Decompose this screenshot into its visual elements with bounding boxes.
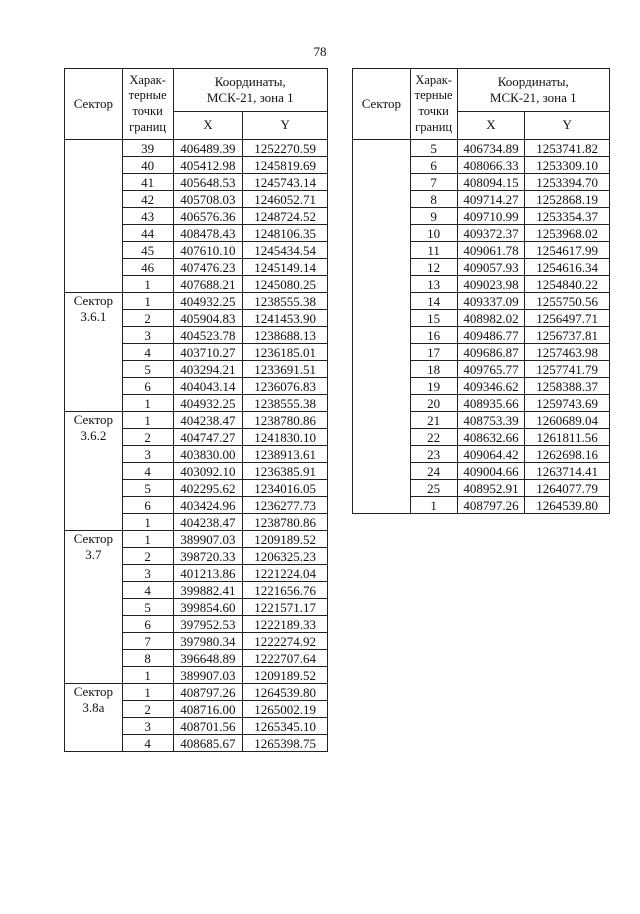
x-header: X <box>457 112 525 140</box>
x-coordinate-cell: 409004.66 <box>457 463 525 480</box>
y-coordinate-cell: 1245743.14 <box>243 174 328 191</box>
y-coordinate-cell: 1234016.05 <box>243 480 328 497</box>
y-coordinate-cell: 1245819.69 <box>243 157 328 174</box>
sector-name-line: Сектор <box>73 293 113 308</box>
points-header-line: Харак- <box>415 72 452 87</box>
point-cell: 1 <box>122 531 173 548</box>
y-coordinate-cell: 1238555.38 <box>243 293 328 310</box>
x-coordinate-cell: 389907.03 <box>173 531 243 548</box>
x-coordinate-cell: 397980.34 <box>173 633 243 650</box>
x-coordinate-cell: 408935.66 <box>457 395 525 412</box>
x-coordinate-cell: 409346.62 <box>457 378 525 395</box>
point-cell: 2 <box>122 310 173 327</box>
x-coordinate-cell: 407610.10 <box>173 242 243 259</box>
points-header <box>122 69 173 140</box>
x-coordinate-cell: 409372.37 <box>457 225 525 242</box>
y-coordinate-cell: 1241830.10 <box>243 429 328 446</box>
y-coordinate-cell: 1265002.19 <box>243 701 328 718</box>
point-cell: 40 <box>122 157 173 174</box>
y-coordinate-cell: 1252868.19 <box>525 191 610 208</box>
x-coordinate-cell: 409686.87 <box>457 344 525 361</box>
x-coordinate-cell: 408478.43 <box>173 225 243 242</box>
y-header: Y <box>243 112 328 140</box>
x-header: X <box>173 112 243 140</box>
x-coordinate-cell: 402295.62 <box>173 480 243 497</box>
point-cell: 6 <box>122 497 173 514</box>
x-coordinate-cell: 408716.00 <box>173 701 243 718</box>
x-coordinate-cell: 404932.25 <box>173 395 243 412</box>
x-coordinate-cell: 409064.42 <box>457 446 525 463</box>
y-coordinate-cell: 1256497.71 <box>525 310 610 327</box>
coordinates-header-line1: Координаты, <box>214 73 286 89</box>
sector-cell <box>65 293 123 412</box>
y-coordinate-cell: 1254617.99 <box>525 242 610 259</box>
point-cell: 10 <box>410 225 457 242</box>
x-coordinate-cell: 409710.99 <box>457 208 525 225</box>
coordinates-header-line2: МСК-21, зона 1 <box>206 90 294 105</box>
point-cell: 21 <box>410 412 457 429</box>
x-coordinate-cell: 408753.39 <box>457 412 525 429</box>
point-cell: 42 <box>122 191 173 208</box>
x-coordinate-cell: 398720.33 <box>173 548 243 565</box>
table-header <box>353 69 610 140</box>
y-coordinate-cell: 1221571.17 <box>243 599 328 616</box>
x-coordinate-cell: 404238.47 <box>173 412 243 429</box>
x-coordinate-cell: 404238.47 <box>173 514 243 531</box>
y-coordinate-cell: 1221656.76 <box>243 582 328 599</box>
points-header-line: границ <box>129 119 167 134</box>
point-cell: 18 <box>410 361 457 378</box>
x-coordinate-cell: 404747.27 <box>173 429 243 446</box>
y-coordinate-cell: 1254840.22 <box>525 276 610 293</box>
table-row <box>65 412 328 429</box>
sector-cell <box>65 412 123 531</box>
point-cell: 5 <box>122 361 173 378</box>
points-header-line: точки <box>132 104 163 118</box>
point-cell: 2 <box>122 548 173 565</box>
sector-name-line: Сектор <box>73 531 113 546</box>
x-coordinate-cell: 408797.26 <box>173 684 243 701</box>
x-coordinate-cell: 408952.91 <box>457 480 525 497</box>
points-header-line: границ <box>415 119 453 134</box>
y-coordinate-cell: 1238913.61 <box>243 446 328 463</box>
point-cell: 22 <box>410 429 457 446</box>
point-cell: 25 <box>410 480 457 497</box>
point-cell: 3 <box>122 327 173 344</box>
page-number: 78 <box>313 44 327 59</box>
point-cell: 17 <box>410 344 457 361</box>
x-coordinate-cell: 409714.27 <box>457 191 525 208</box>
point-cell: 4 <box>122 463 173 480</box>
point-cell: 1 <box>122 276 173 293</box>
y-coordinate-cell: 1241453.90 <box>243 310 328 327</box>
point-cell: 5 <box>122 480 173 497</box>
x-coordinate-cell: 401213.86 <box>173 565 243 582</box>
point-cell: 7 <box>122 633 173 650</box>
point-cell: 4 <box>122 344 173 361</box>
x-coordinate-cell: 409765.77 <box>457 361 525 378</box>
sector-header: Сектор <box>65 69 123 140</box>
y-coordinate-cell: 1245149.14 <box>243 259 328 276</box>
x-coordinate-cell: 409057.93 <box>457 259 525 276</box>
y-coordinate-cell: 1254616.34 <box>525 259 610 276</box>
y-coordinate-cell: 1222707.64 <box>243 650 328 667</box>
point-cell: 11 <box>410 242 457 259</box>
point-cell: 46 <box>122 259 173 276</box>
x-coordinate-cell: 408797.26 <box>457 497 525 514</box>
points-header-line: Харак- <box>129 72 166 87</box>
x-coordinate-cell: 403710.27 <box>173 344 243 361</box>
table-row <box>65 293 328 310</box>
point-cell: 1 <box>122 667 173 684</box>
y-coordinate-cell: 1256737.81 <box>525 327 610 344</box>
y-coordinate-cell: 1238555.38 <box>243 395 328 412</box>
y-coordinate-cell: 1253394.70 <box>525 174 610 191</box>
y-coordinate-cell: 1233691.51 <box>243 361 328 378</box>
y-coordinate-cell: 1263714.41 <box>525 463 610 480</box>
y-coordinate-cell: 1253354.37 <box>525 208 610 225</box>
point-cell: 9 <box>410 208 457 225</box>
y-coordinate-cell: 1236277.73 <box>243 497 328 514</box>
point-cell: 23 <box>410 446 457 463</box>
sector-name-line: Сектор <box>73 684 113 699</box>
coordinates-header <box>457 69 609 112</box>
y-coordinate-cell: 1260689.04 <box>525 412 610 429</box>
x-coordinate-cell: 407688.21 <box>173 276 243 293</box>
x-coordinate-cell: 399882.41 <box>173 582 243 599</box>
point-cell: 39 <box>122 140 173 157</box>
x-coordinate-cell: 404932.25 <box>173 293 243 310</box>
point-cell: 45 <box>122 242 173 259</box>
y-coordinate-cell: 1245080.25 <box>243 276 328 293</box>
sector-header: Сектор <box>353 69 411 140</box>
table-body <box>353 140 610 514</box>
x-coordinate-cell: 405412.98 <box>173 157 243 174</box>
coordinates-header-line1: Координаты, <box>497 73 569 89</box>
y-coordinate-cell: 1222189.33 <box>243 616 328 633</box>
point-cell: 7 <box>410 174 457 191</box>
y-header: Y <box>525 112 610 140</box>
point-cell: 1 <box>122 412 173 429</box>
point-cell: 4 <box>122 735 173 752</box>
y-coordinate-cell: 1236076.83 <box>243 378 328 395</box>
coordinates-table-right <box>352 68 610 514</box>
x-coordinate-cell: 403092.10 <box>173 463 243 480</box>
points-header <box>410 69 457 140</box>
y-coordinate-cell: 1206325.23 <box>243 548 328 565</box>
x-coordinate-cell: 406489.39 <box>173 140 243 157</box>
point-cell: 3 <box>122 718 173 735</box>
x-coordinate-cell: 405708.03 <box>173 191 243 208</box>
y-coordinate-cell: 1236185.01 <box>243 344 328 361</box>
sector-cell <box>65 140 123 293</box>
coordinates-table-left <box>64 68 328 752</box>
y-coordinate-cell: 1248724.52 <box>243 208 328 225</box>
sector-name-line: 3.6.2 <box>80 428 107 444</box>
x-coordinate-cell: 404043.14 <box>173 378 243 395</box>
sector-cell <box>65 531 123 684</box>
point-cell: 24 <box>410 463 457 480</box>
point-cell: 2 <box>122 429 173 446</box>
x-coordinate-cell: 403294.21 <box>173 361 243 378</box>
sector-cell <box>65 684 123 752</box>
y-coordinate-cell: 1253741.82 <box>525 140 610 157</box>
y-coordinate-cell: 1252270.59 <box>243 140 328 157</box>
y-coordinate-cell: 1245434.54 <box>243 242 328 259</box>
point-cell: 13 <box>410 276 457 293</box>
x-coordinate-cell: 406734.89 <box>457 140 525 157</box>
y-coordinate-cell: 1258388.37 <box>525 378 610 395</box>
sector-name-line: 3.7 <box>85 547 102 563</box>
sector-name-line: 3.6.1 <box>80 309 107 325</box>
sector-name-line: 3.8а <box>82 700 105 716</box>
x-coordinate-cell: 403424.96 <box>173 497 243 514</box>
point-cell: 5 <box>410 140 457 157</box>
point-cell: 3 <box>122 446 173 463</box>
sector-name-line: Сектор <box>73 412 113 427</box>
x-coordinate-cell: 403830.00 <box>173 446 243 463</box>
x-coordinate-cell: 409023.98 <box>457 276 525 293</box>
x-coordinate-cell: 408632.66 <box>457 429 525 446</box>
x-coordinate-cell: 408685.67 <box>173 735 243 752</box>
y-coordinate-cell: 1238780.86 <box>243 412 328 429</box>
point-cell: 15 <box>410 310 457 327</box>
point-cell: 6 <box>410 157 457 174</box>
x-coordinate-cell: 408982.02 <box>457 310 525 327</box>
y-coordinate-cell: 1255750.56 <box>525 293 610 310</box>
y-coordinate-cell: 1261811.56 <box>525 429 610 446</box>
point-cell: 43 <box>122 208 173 225</box>
x-coordinate-cell: 409337.09 <box>457 293 525 310</box>
x-coordinate-cell: 408094.15 <box>457 174 525 191</box>
point-cell: 1 <box>122 395 173 412</box>
points-header-line: точки <box>418 104 449 118</box>
y-coordinate-cell: 1236385.91 <box>243 463 328 480</box>
y-coordinate-cell: 1253309.10 <box>525 157 610 174</box>
y-coordinate-cell: 1265345.10 <box>243 718 328 735</box>
y-coordinate-cell: 1264539.80 <box>243 684 328 701</box>
table-row <box>65 140 328 157</box>
point-cell: 1 <box>122 514 173 531</box>
y-coordinate-cell: 1238780.86 <box>243 514 328 531</box>
point-cell: 14 <box>410 293 457 310</box>
point-cell: 3 <box>122 565 173 582</box>
point-cell: 6 <box>122 616 173 633</box>
y-coordinate-cell: 1259743.69 <box>525 395 610 412</box>
point-cell: 8 <box>122 650 173 667</box>
x-coordinate-cell: 389907.03 <box>173 667 243 684</box>
x-coordinate-cell: 405648.53 <box>173 174 243 191</box>
point-cell: 1 <box>122 684 173 701</box>
point-cell: 44 <box>122 225 173 242</box>
y-coordinate-cell: 1253968.02 <box>525 225 610 242</box>
x-coordinate-cell: 404523.78 <box>173 327 243 344</box>
sector-cell <box>353 140 411 514</box>
x-coordinate-cell: 406576.36 <box>173 208 243 225</box>
x-coordinate-cell: 397952.53 <box>173 616 243 633</box>
x-coordinate-cell: 396648.89 <box>173 650 243 667</box>
point-cell: 4 <box>122 582 173 599</box>
point-cell: 12 <box>410 259 457 276</box>
y-coordinate-cell: 1221224.04 <box>243 565 328 582</box>
point-cell: 20 <box>410 395 457 412</box>
coordinates-header-line2: МСК-21, зона 1 <box>489 90 577 105</box>
points-header-line: терные <box>414 88 453 103</box>
point-cell: 19 <box>410 378 457 395</box>
y-coordinate-cell: 1222274.92 <box>243 633 328 650</box>
points-header-line: терные <box>128 88 167 103</box>
table-body <box>65 140 328 752</box>
point-cell: 2 <box>122 701 173 718</box>
point-cell: 1 <box>410 497 457 514</box>
x-coordinate-cell: 408066.33 <box>457 157 525 174</box>
point-cell: 6 <box>122 378 173 395</box>
x-coordinate-cell: 409061.78 <box>457 242 525 259</box>
y-coordinate-cell: 1209189.52 <box>243 531 328 548</box>
y-coordinate-cell: 1257741.79 <box>525 361 610 378</box>
table-header <box>65 69 328 140</box>
point-cell: 5 <box>122 599 173 616</box>
y-coordinate-cell: 1262698.16 <box>525 446 610 463</box>
x-coordinate-cell: 407476.23 <box>173 259 243 276</box>
y-coordinate-cell: 1264539.80 <box>525 497 610 514</box>
y-coordinate-cell: 1257463.98 <box>525 344 610 361</box>
table-row <box>65 684 328 701</box>
point-cell: 16 <box>410 327 457 344</box>
y-coordinate-cell: 1238688.13 <box>243 327 328 344</box>
y-coordinate-cell: 1264077.79 <box>525 480 610 497</box>
y-coordinate-cell: 1209189.52 <box>243 667 328 684</box>
coordinates-header <box>173 69 327 112</box>
y-coordinate-cell: 1246052.71 <box>243 191 328 208</box>
x-coordinate-cell: 405904.83 <box>173 310 243 327</box>
point-cell: 1 <box>122 293 173 310</box>
point-cell: 41 <box>122 174 173 191</box>
table-row <box>353 140 610 157</box>
x-coordinate-cell: 409486.77 <box>457 327 525 344</box>
y-coordinate-cell: 1248106.35 <box>243 225 328 242</box>
x-coordinate-cell: 399854.60 <box>173 599 243 616</box>
y-coordinate-cell: 1265398.75 <box>243 735 328 752</box>
x-coordinate-cell: 408701.56 <box>173 718 243 735</box>
point-cell: 8 <box>410 191 457 208</box>
table-row <box>65 531 328 548</box>
